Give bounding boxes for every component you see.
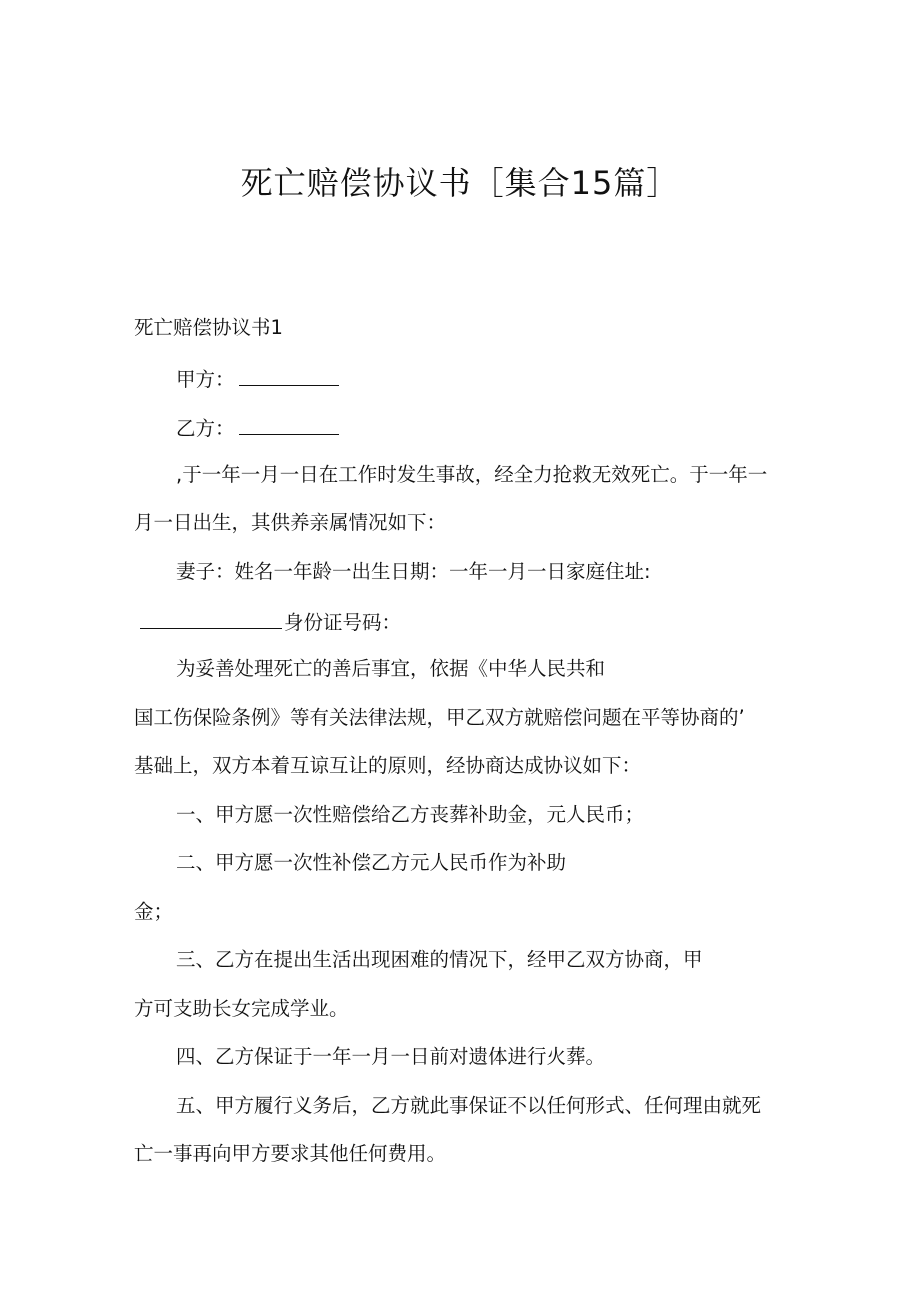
party-a-label: 甲方： (176, 368, 235, 391)
document-title: 死亡赔偿协议书［集合15篇］ (240, 164, 680, 202)
id-number-line (140, 610, 401, 633)
clause-5: 五、甲方履行义务后，乙方就此事保证不以任何形式、任何理由就死 (176, 1094, 762, 1117)
clause-2-continued: 金； (134, 900, 174, 923)
clause-3-continued: 方可支助长女完成学业。 (134, 997, 349, 1020)
clause-1: 一、甲方愿一次性赔偿给乙方丧葬补助金，元人民币； (176, 803, 645, 826)
party-b-blank (239, 416, 339, 435)
paragraph-line: 为妥善处理死亡的善后事宜，依据《中华人民共和 (176, 657, 606, 680)
paragraph-line: 妻子：姓名一年龄一出生日期：一年一月一日家庭住址: (176, 560, 651, 583)
address-blank (140, 610, 282, 629)
party-a-blank (239, 367, 339, 386)
clause-2: 二、甲方愿一次性补偿乙方元人民币作为补助 (176, 851, 567, 874)
clause-5-continued: 亡一事再向甲方要求其他任何费用。 (134, 1142, 447, 1165)
id-number-label: 身份证号码： (284, 611, 402, 634)
party-b-label: 乙方： (176, 417, 235, 440)
party-a-line (176, 367, 339, 390)
paragraph-line: 月一日出生，其供养亲属情况如下： (134, 511, 447, 534)
party-b-line (176, 416, 339, 439)
section-heading: 死亡赔偿协议书1 (134, 316, 283, 339)
paragraph-line: 基础上，双方本着互谅互让的原则，经协商达成协议如下： (134, 754, 642, 777)
clause-4: 四、乙方保证于一年一月一日前对遗体进行火葬。 (176, 1045, 606, 1068)
paragraph-line: ,于一年一月一日在工作时发生事故，经全力抢救无效死亡。于一年一 (176, 463, 768, 486)
paragraph-line: 国工伤保险条例》等有关法律法规，甲乙双方就赔偿问题在平等协商的’ (134, 706, 745, 729)
clause-3: 三、乙方在提出生活出现困难的情况下，经甲乙双方协商，甲 (176, 948, 703, 971)
